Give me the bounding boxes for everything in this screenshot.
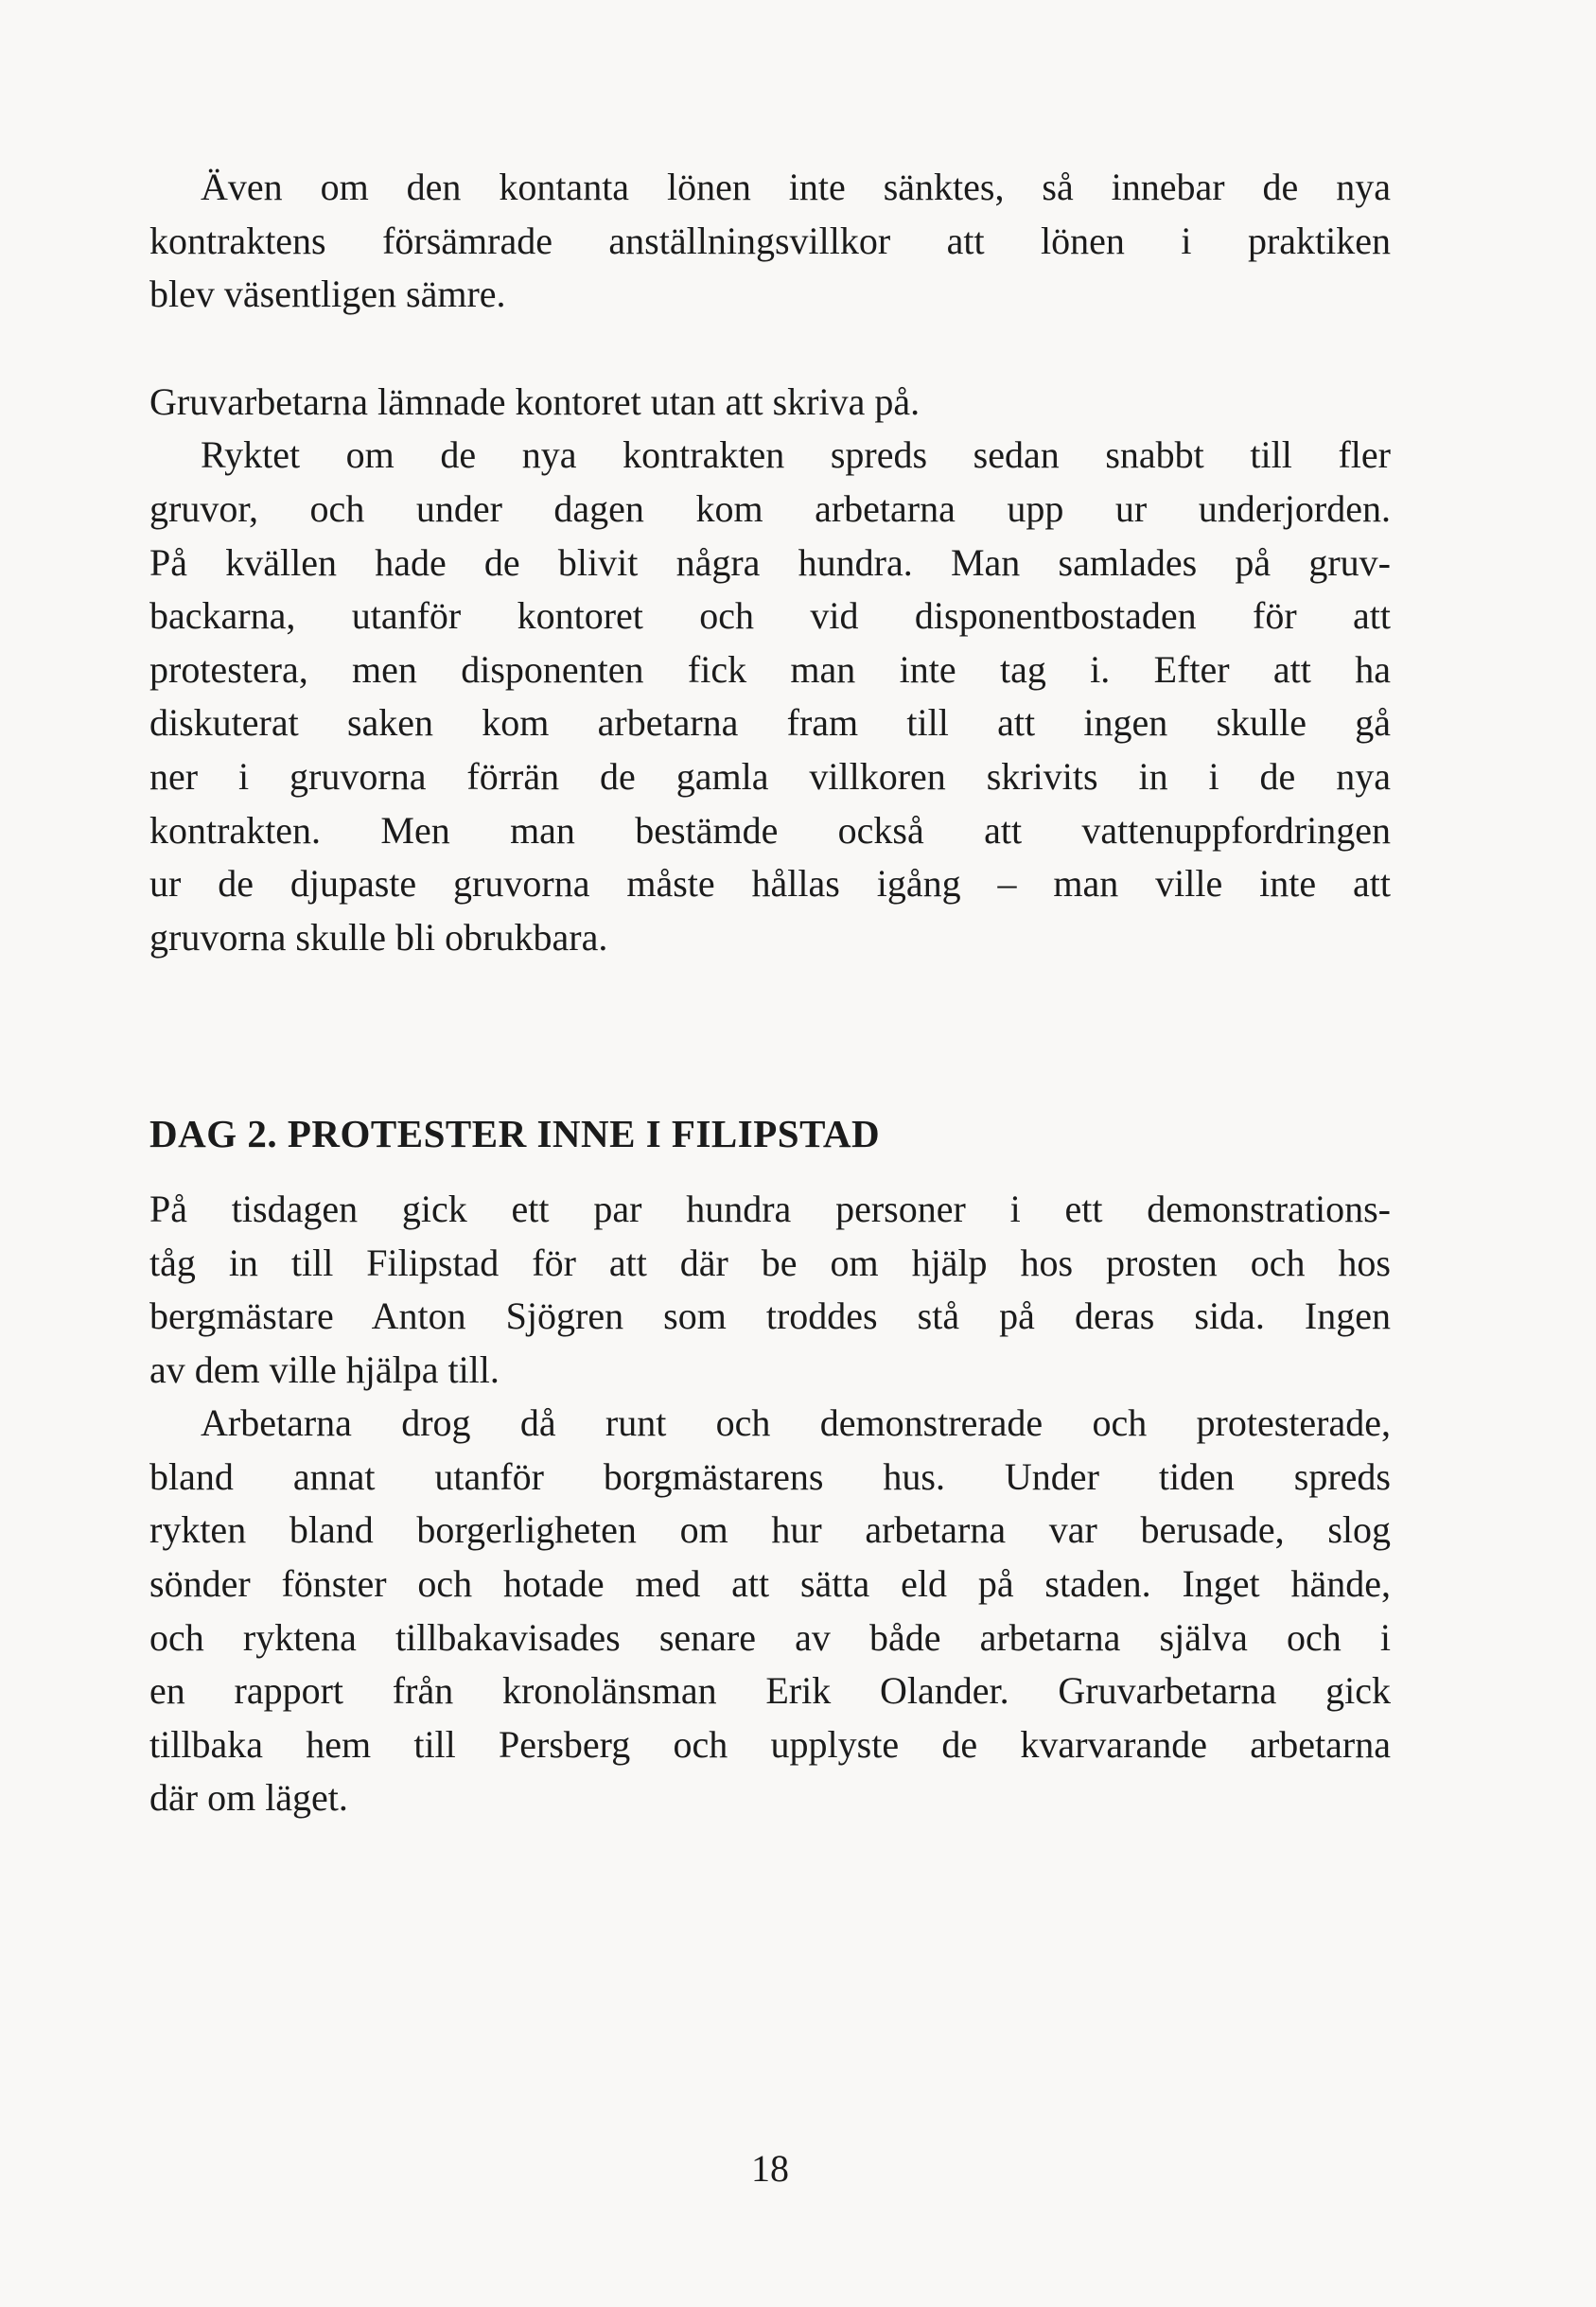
text-line: tåg in till Filipstad för att där be om hjälp hos prosten och hos bbox=[149, 1241, 1391, 1284]
text-line: blev väsentligen sämre. bbox=[149, 273, 506, 316]
section-heading: DAG 2. PROTESTER INNE I FILIPSTAD bbox=[149, 1112, 881, 1156]
text-line: gruvor, och under dagen kom arbetarna upp ur underjorden. bbox=[149, 486, 1391, 530]
text-line: tillbaka hem till Persberg och upplyste de kvarvarande arbetarna bbox=[149, 1722, 1391, 1766]
body-paragraph bbox=[149, 1183, 1391, 1397]
text-line: kontrakten. Men man bestämde också att vattenuppfordringen bbox=[149, 808, 1391, 852]
page-content bbox=[149, 161, 1391, 1825]
text-line: Gruvarbetarna lämnade kontoret utan att skriva på. bbox=[149, 379, 921, 423]
body-paragraph bbox=[149, 1397, 1391, 1825]
text-line: av dem ville hjälpa till. bbox=[149, 1347, 500, 1391]
text-line: På tisdagen gick ett par hundra personer i ett demonstrations- bbox=[149, 1187, 1391, 1230]
text-line: sönder fönster och hotade med att sätta eld på staden. Inget hände, bbox=[149, 1562, 1391, 1606]
text-line: gruvorna skulle bli obrukbara. bbox=[149, 915, 608, 959]
text-line: bland annat utanför borgmästarens hus. Under tiden spreds bbox=[149, 1454, 1391, 1498]
text-line: rykten bland borgerligheten om hur arbetarna var berusade, slog bbox=[149, 1508, 1391, 1552]
text-line: bergmästare Anton Sjögren som troddes stå på deras sida. Ingen bbox=[149, 1294, 1391, 1338]
text-line: Arbetarna drog då runt och demonstrerade och protesterade, bbox=[201, 1401, 1391, 1445]
text-line: På kvällen hade de blivit några hundra. Man samlades på gruv- bbox=[149, 540, 1391, 584]
text-line: en rapport från kronolänsman Erik Olander. Gruvarbetarna gick bbox=[149, 1669, 1391, 1713]
text-line: protestera, men disponenten fick man inte tag i. Efter att ha bbox=[149, 647, 1391, 691]
text-line: Även om den kontanta lönen inte sänktes, så innebar de nya bbox=[201, 166, 1391, 208]
body-paragraph bbox=[149, 429, 1391, 964]
text-line: och ryktena tillbakavisades senare av både arbetarna själva och i bbox=[149, 1615, 1391, 1659]
text-line: där om läget. bbox=[149, 1776, 348, 1820]
text-line: Ryktet om de nya kontrakten spreds sedan snabbt till fler bbox=[201, 433, 1391, 477]
text-line: backarna, utanför kontoret och vid disponentbostaden för att bbox=[149, 594, 1391, 638]
text-line: ner i gruvorna förrän de gamla villkoren skrivits in i de nya bbox=[149, 754, 1391, 798]
page-number: 18 bbox=[751, 2147, 789, 2190]
text-line: ur de djupaste gruvorna måste hållas igång – man ville inte att bbox=[149, 862, 1391, 906]
text-line: diskuterat saken kom arbetarna fram till att ingen skulle gå bbox=[149, 701, 1391, 745]
text-line: kontraktens försämrade anställningsvillkor att lönen i praktiken bbox=[149, 219, 1391, 262]
body-paragraph bbox=[149, 161, 1391, 322]
body-paragraph bbox=[149, 376, 1391, 430]
